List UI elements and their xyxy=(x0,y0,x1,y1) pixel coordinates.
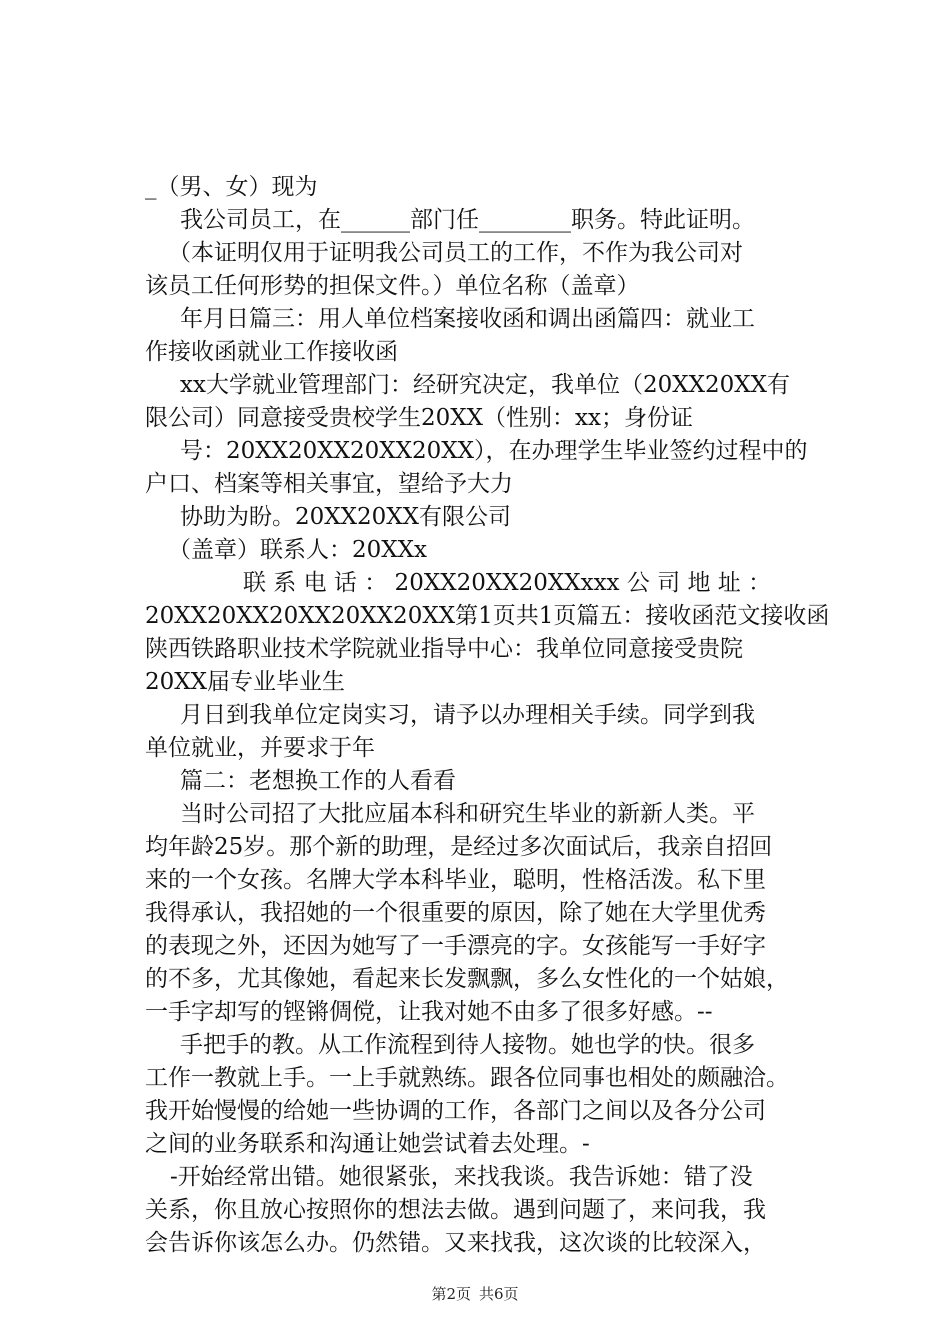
text-line: 关系，你且放心按照你的想法去做。遇到问题了，来问我，我 xyxy=(145,1197,766,1223)
text-line: 月日到我单位定岗实习，请予以办理相关手续。同学到我 xyxy=(180,702,755,728)
text-line: 该员工任何形势的担保文件。）单位名称（盖章） xyxy=(145,273,640,299)
text-line: 当时公司招了大批应届本科和研究生毕业的新新人类。平 xyxy=(180,801,755,827)
page-number: 第2页 xyxy=(431,1285,471,1303)
text-line: 会告诉你该怎么办。仍然错。又来找我，这次谈的比较深入， xyxy=(145,1230,766,1256)
text-line: 的不多，尤其像她，看起来长发飘飘，多么女性化的一个姑娘， xyxy=(145,966,789,992)
text-line: 我得承认，我招她的一个很重要的原因，除了她在大学里优秀 xyxy=(145,900,766,926)
text-line: 20XX届专业毕业生 xyxy=(145,669,346,695)
text-line: _（男、女）现为 xyxy=(145,174,318,200)
text-line: 篇二：老想换工作的人看看 xyxy=(180,768,456,794)
text-line: 20XX20XX20XX20XX20XX第1页共1页篇五：接收函范文接收函 xyxy=(145,603,830,629)
text-line: 单位就业，并要求于年 xyxy=(145,735,375,761)
text-line: 户口、档案等相关事宜，望给予大力 xyxy=(145,471,513,497)
text-line: 来的一个女孩。名牌大学本科毕业，聪明，性格活泼。私下里 xyxy=(145,867,766,893)
text-line: 手把手的教。从工作流程到待人接物。她也学的快。很多 xyxy=(180,1032,755,1058)
text-line: 我开始慢慢的给她一些协调的工作，各部门之间以及各分公司 xyxy=(145,1098,766,1124)
text-line: 一手字却写的铿锵倜傥，让我对她不由多了很多好感。-- xyxy=(145,999,713,1025)
text-line: 年月日篇三：用人单位档案接收函和调出函篇四：就业工 xyxy=(180,306,755,332)
text-line: 均年龄25岁。那个新的助理，是经过多次面试后，我亲自招回 xyxy=(145,834,773,860)
text-line: 限公司）同意接受贵校学生20XX（性别：xx；身份证 xyxy=(145,405,693,431)
text-line: （盖章）联系人：20XXx xyxy=(168,537,427,563)
text-line: 作接收函就业工作接收函 xyxy=(145,339,398,365)
text-line: 之间的业务联系和沟通让她尝试着去处理。- xyxy=(145,1131,590,1157)
text-line: 号：20XX20XX20XX20XX），在办理学生毕业签约过程中的 xyxy=(180,438,808,464)
text-line: xx大学就业管理部门：经研究决定，我单位（20XX20XX有 xyxy=(180,372,790,398)
text-line: 工作一教就上手。一上手就熟练。跟各位同事也相处的颇融洽。 xyxy=(145,1065,789,1091)
page-footer xyxy=(0,1284,950,1304)
text-line: 我公司员工，在______部门任________职务。特此证明。 xyxy=(180,207,755,233)
text-line: 协助为盼。20XX20XX有限公司 xyxy=(180,504,512,530)
text-line: （本证明仅用于证明我公司员工的工作，不作为我公司对 xyxy=(168,240,743,266)
text-line: 陕西铁路职业技术学院就业指导中心：我单位同意接受贵院 xyxy=(145,636,743,662)
page-total: 共6页 xyxy=(479,1285,519,1303)
text-line: 联 系 电 话 ： 20XX20XX20XXxxx 公 司 地 址 ： xyxy=(243,570,772,596)
text-line: -开始经常出错。她很紧张，来找我谈。我告诉她：错了没 xyxy=(170,1164,753,1190)
text-line: 的表现之外，还因为她写了一手漂亮的字。女孩能写一手好字 xyxy=(145,933,766,959)
